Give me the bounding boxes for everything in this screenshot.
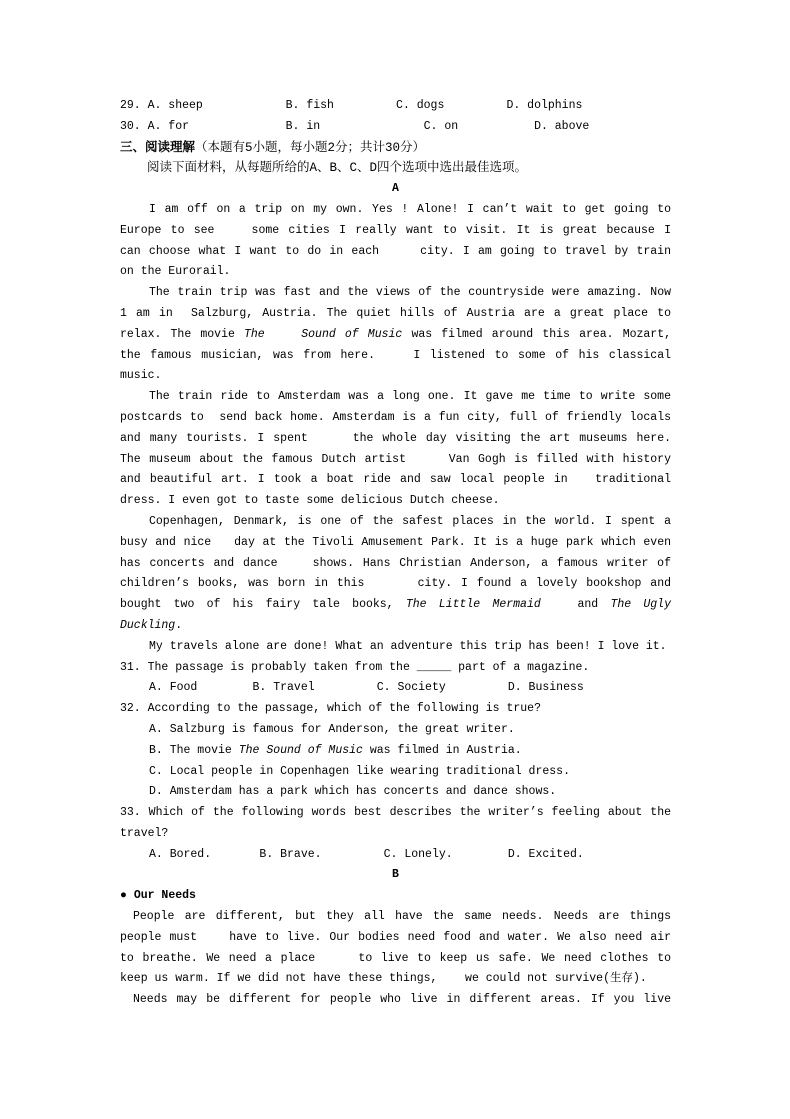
- passage-a-line: [120, 450, 671, 471]
- passage-a-line: [120, 366, 671, 387]
- text-segment: The: [244, 327, 265, 341]
- question-30-options: [120, 117, 671, 138]
- question-33-options: [120, 845, 671, 866]
- passage-a-line: [120, 200, 671, 221]
- text-segment: 30. A. for B. in C. on D. above: [120, 119, 590, 133]
- question-31: [120, 658, 671, 679]
- text-segment: The Sound of Music: [238, 743, 363, 757]
- text-segment: was filmed around this area. Mozart,: [402, 327, 672, 341]
- text-segment: and beautiful art. I took a boat ride and saw local people in traditional: [120, 473, 671, 487]
- text-segment: 33. Which of the following words best describes the writer’s feeling about the: [120, 806, 671, 820]
- passage-a-line: [120, 429, 671, 450]
- text-segment: keep us warm. If we did not have these things, we could not survive(生存).: [120, 972, 647, 986]
- passage-b-line: [120, 907, 671, 928]
- passage-a-line: [120, 470, 671, 491]
- text-segment: people must have to live. Our bodies need food and water. We also need air: [120, 930, 671, 944]
- passage-a-line: [120, 574, 671, 595]
- text-segment: The train trip was fast and the views of the countryside were amazing. Now: [149, 286, 671, 300]
- passage-b-line: [120, 969, 671, 990]
- text-segment: The Little Mermaid: [405, 598, 541, 612]
- passage-b-line: [120, 928, 671, 949]
- text-segment: People are different, but they all have the same needs. Needs are things: [133, 910, 671, 924]
- section-3-heading: [120, 138, 671, 159]
- text-segment: 1 am in Salzburg, Austria. The quiet hills of Austria are a great place to: [120, 306, 671, 320]
- text-segment: A: [392, 182, 399, 196]
- text-segment: A. Food B. Travel C. Society D. Business: [149, 681, 584, 695]
- text-segment: [265, 328, 302, 341]
- passage-b-line: [120, 949, 671, 970]
- text-segment: Sound of Music: [301, 327, 403, 341]
- passage-a-label: [120, 179, 671, 200]
- text-segment: The train ride to Amsterdam was a long one. It gave me time to write some: [149, 390, 671, 404]
- question-32-option-c: [120, 762, 671, 783]
- bullet-icon: ●: [120, 889, 134, 903]
- question-31-options: [120, 678, 671, 699]
- text-segment: I am off on a trip on my own. Yes ! Alone! I can’t wait to get going to: [149, 202, 671, 216]
- passage-a-line: [120, 616, 671, 637]
- text-segment: The museum about the famous Dutch artist Van Gogh is filled with history: [120, 452, 671, 466]
- text-segment: the famous musician, was from here. I listened to some of his classical: [120, 348, 671, 362]
- text-segment: B. The movie: [149, 743, 239, 757]
- passage-a-line: [120, 637, 671, 658]
- document-body: [120, 96, 671, 1011]
- question-29-options: [120, 96, 671, 117]
- passage-a-line: [120, 533, 671, 554]
- question-32-option-a: [120, 720, 671, 741]
- text-segment: can choose what I want to do in each city. I am going to travel by train: [120, 244, 671, 258]
- text-segment: 29. A. sheep B. fish C. dogs D. dolphins: [120, 99, 583, 112]
- text-segment: on the Eurorail.: [120, 265, 231, 279]
- passage-a-line: [120, 262, 671, 283]
- text-segment: 31. The passage is probably taken from the _____ part of a magazine.: [120, 660, 590, 674]
- text-segment: travel?: [120, 826, 169, 840]
- text-segment: The Ugly: [610, 598, 671, 612]
- passage-a-line: [120, 387, 671, 408]
- text-segment: and many tourists. I spent the whole day visiting the art museums here.: [120, 431, 671, 445]
- text-segment: 32. According to the passage, which of the following is true?: [120, 702, 541, 716]
- text-segment: Copenhagen, Denmark, is one of the safest places in the world. I spent a: [149, 514, 671, 528]
- passage-a-line: [120, 512, 671, 533]
- text-segment: Europe to see some cities I really want to visit. It is great because I: [120, 223, 671, 237]
- question-32: [120, 699, 671, 720]
- passage-a-line: [120, 595, 671, 616]
- passage-a-line: [120, 242, 671, 263]
- passage-b-line: [120, 990, 671, 1011]
- question-33: [120, 824, 671, 845]
- text-segment: children’s books, was born in this city. I found a lovely bookshop and: [120, 577, 671, 591]
- passage-a-line: [120, 283, 671, 304]
- text-segment: D. Amsterdam has a park which has concerts and dance shows.: [149, 785, 557, 799]
- question-33: [120, 803, 671, 824]
- text-segment: .: [175, 618, 183, 632]
- text-segment: A. Bored. B. Brave. C. Lonely. D. Excited.: [149, 847, 584, 861]
- text-segment: B: [392, 868, 399, 882]
- text-segment: was filmed in Austria.: [362, 743, 522, 757]
- text-segment: postcards to send back home. Amsterdam is a fun city, full of friendly locals: [120, 410, 671, 424]
- passage-a-line: [120, 221, 671, 242]
- text-segment: relax. The movie: [120, 327, 244, 341]
- text-segment: dress. I even got to taste some delicious Dutch cheese.: [120, 494, 500, 508]
- question-32-option-d: [120, 782, 671, 803]
- section-3-instruction: [120, 158, 671, 179]
- text-segment: My travels alone are done! What an adventure this trip has been! I love it.: [149, 639, 667, 653]
- passage-a-line: [120, 346, 671, 367]
- passage-a-line: [120, 408, 671, 429]
- passage-a-line: [120, 491, 671, 512]
- text-segment: Needs may be different for people who live in different areas. If you live: [133, 993, 671, 1007]
- text-segment: A. Salzburg is famous for Anderson, the great writer.: [149, 722, 515, 736]
- passage-a-line: [120, 304, 671, 325]
- text-segment: has concerts and dance shows. Hans Christian Anderson, a famous writer of: [120, 556, 671, 570]
- text-segment: C. Local people in Copenhagen like wearing traditional dress.: [149, 764, 570, 778]
- text-segment: （本题有5小题，每小题2分；共计30分）: [195, 140, 426, 155]
- text-segment: to breathe. We need a place to live to keep us safe. We need clothes to: [120, 951, 671, 965]
- text-segment: bought two of his fairy tale books,: [120, 598, 406, 612]
- passage-a-line: [120, 325, 671, 346]
- text-segment: Duckling: [120, 618, 176, 632]
- text-segment: busy and nice day at the Tivoli Amusement Park. It is a huge park which even: [120, 535, 671, 549]
- passage-b-title: [120, 886, 671, 907]
- text-segment: 阅读下面材料，从每题所给的A、B、C、D四个选项中选出最佳选项。: [147, 161, 528, 176]
- question-32-option-b: [120, 741, 671, 762]
- text-segment: Our Needs: [133, 889, 196, 903]
- passage-b-label: [120, 865, 671, 886]
- text-segment: 三、阅读理解: [120, 140, 196, 155]
- passage-a-line: [120, 554, 671, 575]
- text-segment: music.: [120, 369, 162, 383]
- text-segment: and: [540, 598, 611, 612]
